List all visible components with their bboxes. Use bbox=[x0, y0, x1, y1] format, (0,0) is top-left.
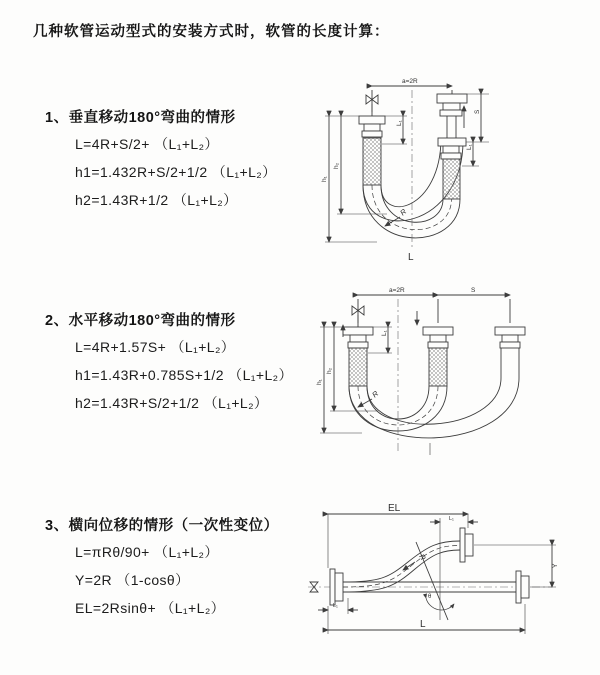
diagram-horizontal-move-180 bbox=[310, 283, 600, 461]
dim-label-stroke: S bbox=[471, 287, 476, 294]
dim-offset-y bbox=[474, 545, 556, 587]
right-braid-section bbox=[443, 159, 460, 199]
theta-label: θ bbox=[428, 594, 432, 600]
upper-right-flange bbox=[460, 528, 473, 562]
dim-span-and-stroke bbox=[358, 295, 510, 323]
right-flange bbox=[495, 327, 525, 378]
dim-end-left bbox=[382, 116, 407, 144]
dim-label-span: a=2R bbox=[389, 287, 405, 294]
left-braid-section bbox=[349, 348, 367, 386]
dim-label-h-inner: h₂ bbox=[333, 162, 340, 169]
dim-length bbox=[328, 604, 525, 634]
section-3-heading: 3、横向位移的情形（一次性变位） bbox=[45, 518, 279, 534]
radius-label: R bbox=[417, 552, 428, 562]
dim-label-end-right: L₁ bbox=[466, 144, 473, 150]
diagram-lateral-displacement bbox=[300, 498, 600, 650]
dim-label-offset: Y bbox=[552, 563, 559, 568]
middle-flange bbox=[423, 327, 453, 348]
radius-leader bbox=[385, 217, 400, 226]
radius-label: R bbox=[398, 207, 409, 218]
section-3-formula-L: L=πRθ/90+ （L₁+L₂） bbox=[75, 544, 219, 560]
dim-label-end-left: L₁ bbox=[381, 330, 388, 336]
section-1-heading: 1、垂直移动180°弯曲的情形 bbox=[45, 110, 236, 126]
dim-label-h-inner: h₂ bbox=[326, 367, 333, 374]
dim-end-top bbox=[430, 518, 478, 620]
radius-label: R bbox=[370, 389, 381, 400]
left-braid-section bbox=[363, 138, 381, 185]
dim-label-h-outer: h₁ bbox=[321, 176, 328, 182]
radius-leader bbox=[358, 399, 372, 407]
section-3-formula-EL: EL=2Rsinθ+ （L₁+L₂） bbox=[75, 600, 226, 616]
dim-label-end-left: L₁ bbox=[396, 120, 403, 126]
left-flange bbox=[343, 327, 373, 348]
page-title: 几种软管运动型式的安装方式时，软管的长度计算： bbox=[33, 24, 390, 40]
length-label: L bbox=[420, 619, 426, 630]
dim-label-h-outer: h₁ bbox=[316, 379, 323, 385]
section-3-formula-Y: Y=2R （1-cosθ） bbox=[75, 572, 190, 588]
section-2-formula-L: L=4R+1.57S+ （L₁+L₂） bbox=[75, 339, 236, 355]
middle-braid-section bbox=[429, 348, 447, 386]
diagram-vertical-move-180 bbox=[315, 72, 600, 264]
left-flange bbox=[359, 116, 385, 137]
dim-label-end-top: L₁ bbox=[449, 516, 454, 522]
dim-stroke bbox=[462, 94, 489, 166]
section-1-formula-h2: h2=1.43R+1/2 （L₁+L₂） bbox=[75, 192, 238, 208]
right-upper-flange bbox=[437, 94, 467, 138]
length-label: L bbox=[408, 252, 414, 263]
dim-label-stroke: S bbox=[474, 109, 481, 114]
el-label: EL bbox=[388, 503, 401, 514]
dim-label-span: a=2R bbox=[402, 78, 418, 85]
section-2-formula-h1: h1=1.43R+0.785S+1/2 （L₁+L₂） bbox=[75, 367, 293, 383]
radius-leader bbox=[403, 562, 415, 570]
dim-el bbox=[328, 514, 468, 568]
s-curve-hose bbox=[343, 541, 460, 592]
right-flange bbox=[516, 571, 529, 603]
section-1-formula-h1: h1=1.432R+S/2+1/2 （L₁+L₂） bbox=[75, 164, 277, 180]
dim-label-end-left: L₁ bbox=[333, 603, 338, 609]
left-flange bbox=[330, 569, 343, 605]
hose-u-curves bbox=[349, 378, 519, 438]
section-1-formula-L: L=4R+S/2+ （L₁+L₂） bbox=[75, 136, 219, 152]
section-2-formula-h2: h2=1.43R+S/2+1/2 （L₁+L₂） bbox=[75, 395, 269, 411]
section-2-heading: 2、水平移动180°弯曲的情形 bbox=[45, 313, 236, 329]
